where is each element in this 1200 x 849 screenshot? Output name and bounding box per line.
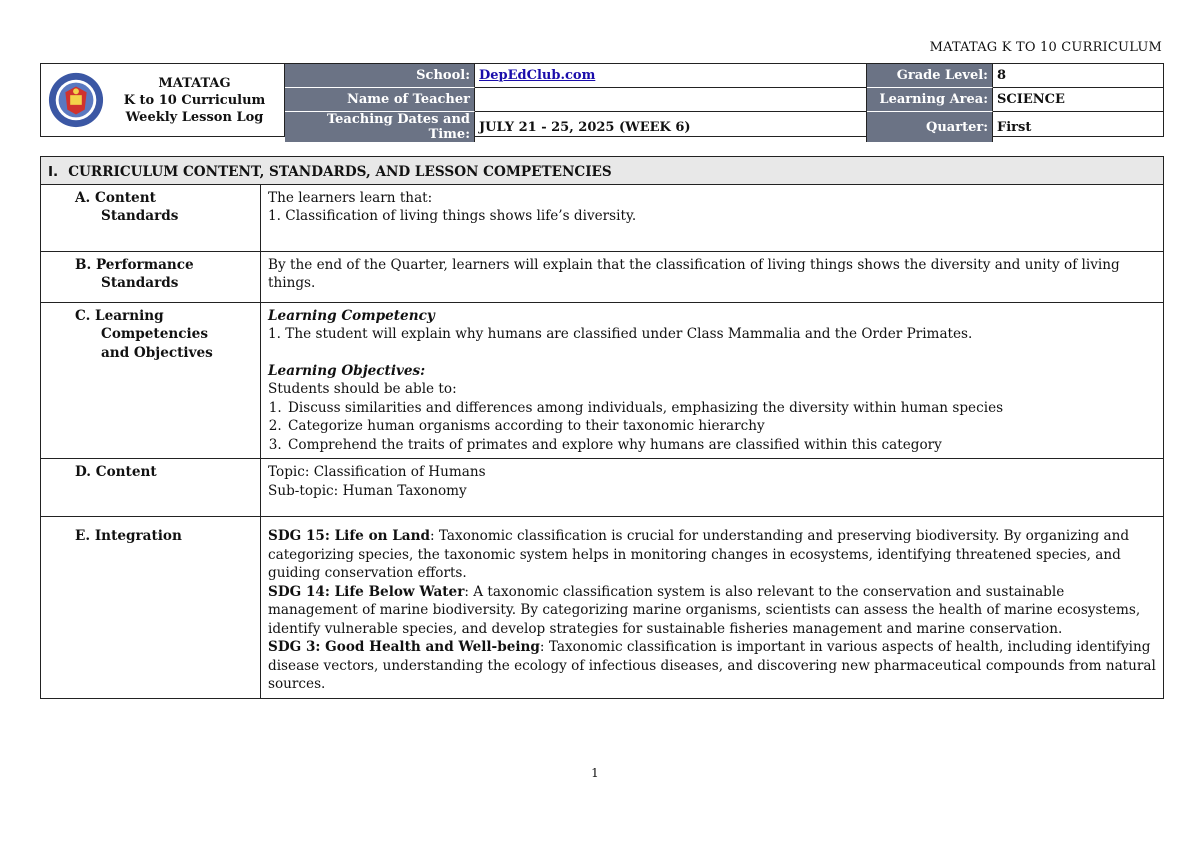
performance-standards-row bbox=[41, 251, 1164, 302]
info-grid bbox=[285, 64, 1163, 142]
grade-value: 8 bbox=[993, 64, 1163, 88]
objectives-list bbox=[268, 399, 1156, 455]
section-heading-row bbox=[41, 157, 1164, 185]
performance-standards-label: B. Performance Standards bbox=[41, 251, 261, 302]
grade-label: Grade Level: bbox=[867, 64, 993, 88]
curriculum-table bbox=[40, 156, 1164, 699]
quarter-label: Quarter: bbox=[867, 112, 993, 142]
page-number: 1 bbox=[591, 766, 599, 780]
area-value: SCIENCE bbox=[993, 88, 1163, 112]
competency-heading: Learning Competency bbox=[268, 307, 435, 324]
objectives-heading: Learning Objectives: bbox=[268, 362, 426, 379]
school-value bbox=[475, 64, 867, 88]
integration-text bbox=[261, 517, 1164, 699]
objective-item: 1. Discuss similarities and differences among individuals, emphasizing the diversity within human species bbox=[286, 399, 1156, 418]
content-standards-label: A. Content Standards bbox=[41, 184, 261, 251]
sdg15-paragraph: SDG 15: Life on Land: Taxonomic classification is crucial for understanding and preserving biodiversity. By organizing and categorizing species, the taxonomic system helps in monitoring changes in ecosystems, identifying threatened species, and guiding conservation efforts. bbox=[268, 528, 1130, 581]
competencies-label: C. Learning Competencies and Objectives bbox=[41, 302, 261, 459]
title-line-1: MATATAG bbox=[158, 75, 231, 91]
topic: Topic: Classification of Humans bbox=[268, 464, 486, 480]
content-row bbox=[41, 459, 1164, 517]
area-label: Learning Area: bbox=[867, 88, 993, 112]
integration-row bbox=[41, 517, 1164, 699]
title-line-3: Weekly Lesson Log bbox=[125, 109, 264, 125]
deped-seal-icon bbox=[47, 71, 105, 129]
content-text bbox=[261, 459, 1164, 517]
school-label: School: bbox=[285, 64, 475, 88]
title-line-2: K to 10 Curriculum bbox=[123, 92, 266, 108]
teacher-value bbox=[475, 88, 867, 112]
quarter-value: First bbox=[997, 119, 1032, 135]
section-title: CURRICULUM CONTENT, STANDARDS, AND LESSON COMPETENCIES bbox=[68, 164, 612, 180]
dates-value: JULY 21 - 25, 2025 (WEEK 6) bbox=[475, 112, 867, 142]
title-block bbox=[41, 64, 285, 136]
section-number: I. bbox=[48, 164, 59, 180]
lesson-info-block bbox=[40, 63, 1164, 142]
dates-label: Teaching Dates and Time: bbox=[285, 112, 475, 142]
objectives-intro: Students should be able to: bbox=[268, 381, 457, 397]
section-heading bbox=[41, 157, 1164, 185]
sdg3-paragraph: SDG 3: Good Health and Well-being: Taxonomic classification is important in various aspects of health, including identifying disease vectors, understanding the ecology of infectious diseases, and discovering new pharmaceutical compounds from natural sources. bbox=[268, 639, 1156, 692]
competencies-row bbox=[41, 302, 1164, 459]
competencies-text bbox=[261, 302, 1164, 459]
teacher-label: Name of Teacher bbox=[285, 88, 475, 112]
competency-item: 1. The student will explain why humans are classified under Class Mammalia and the Order Primates. bbox=[268, 326, 973, 342]
school-link[interactable]: DepEdClub.com bbox=[479, 68, 596, 83]
log-title bbox=[105, 75, 284, 126]
sdg14-paragraph: SDG 14: Life Below Water: A taxonomic classification system is also relevant to the conservation and sustainable management of marine biodiversity. By categorizing marine organisms, scientists can assess the health of marine ecosystems, identify vulnerable species, and develop strategies for sustainable fisheries management and marine conservation. bbox=[268, 583, 1141, 637]
objective-item: 3. Comprehend the traits of primates and explore why humans are classified within this category bbox=[286, 436, 1156, 455]
subtopic: Sub-topic: Human Taxonomy bbox=[268, 482, 467, 499]
content-label: D. Content bbox=[41, 459, 261, 517]
content-standards-text: The learners learn that: 1. Classification of living things shows life’s diversity. bbox=[261, 184, 1164, 251]
objective-item: 2. Categorize human organisms according to their taxonomic hierarchy bbox=[286, 417, 1156, 436]
performance-standards-text: By the end of the Quarter, learners will explain that the classification of living things shows the diversity and unity of living things. bbox=[261, 251, 1164, 302]
content-standards-row bbox=[41, 184, 1164, 251]
integration-label: E. Integration bbox=[41, 517, 261, 699]
curriculum-header: MATATAG K TO 10 CURRICULUM bbox=[929, 40, 1162, 55]
